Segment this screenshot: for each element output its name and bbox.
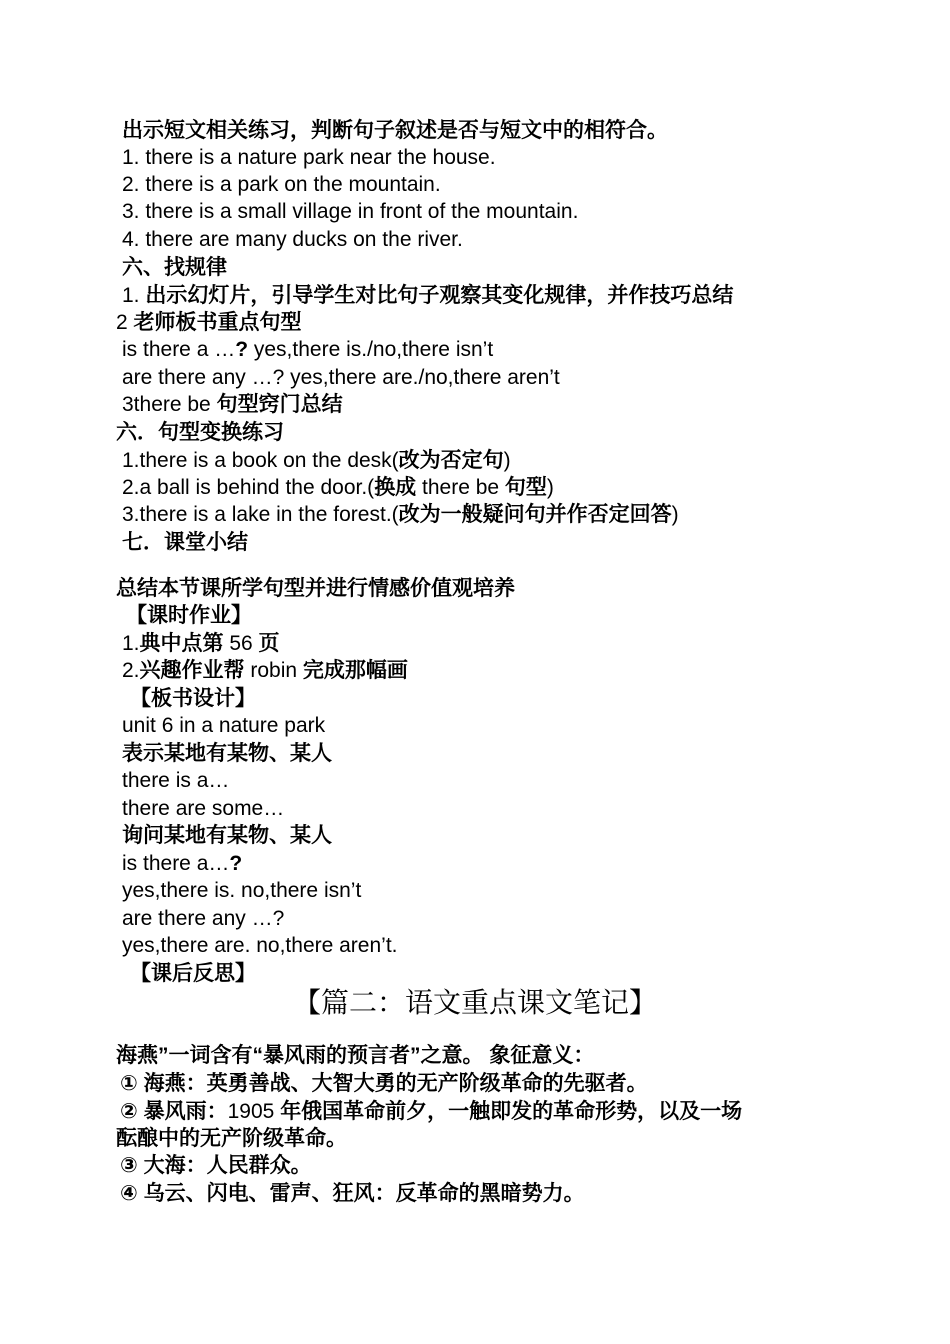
board-line: there are some… (122, 797, 285, 820)
section-heading: 六、找规律 (122, 256, 227, 279)
exercise-item: 2. there is a park on the mountain. (122, 173, 441, 196)
summary-text: 总结本节课所学句型并进行情感价值观培养 (116, 577, 515, 600)
exercise-line: 1.there is a book on the desk(改为否定句) (122, 449, 511, 472)
intro-paragraph: 海燕”一词含有“暴风雨的预言者”之意。 象征意义： (116, 1044, 595, 1067)
exercise-item: 3. there is a small village in front of the mountain. (122, 200, 579, 223)
symbol-item: ① 海燕：英勇善战、大智大勇的无产阶级革命的先驱者。 (120, 1072, 648, 1095)
board-line: is there a…? (122, 852, 243, 875)
reflection-title: 【课后反思】 (130, 962, 256, 985)
step-line: 3there be 句型窍门总结 (122, 393, 343, 416)
exercise-intro: 出示短文相关练习，判断句子叙述是否与短文中的相符合。 (122, 119, 668, 142)
section-heading: 七．课堂小结 (122, 531, 248, 554)
homework-item: 2.兴趣作业帮 robin 完成那幅画 (122, 659, 408, 682)
part-heading: 【篇二：语文重点课文笔记】 (292, 986, 657, 1019)
board-line: yes,there is. no,there isn’t (122, 879, 362, 902)
symbol-item: ④ 乌云、闪电、雷声、狂风：反革命的黑暗势力。 (120, 1182, 585, 1205)
section-heading: 六．句型变换练习 (116, 421, 284, 444)
board-heading: 表示某地有某物、某人 (122, 742, 332, 765)
board-line: yes,there are. no,there aren’t. (122, 934, 398, 957)
exercise-line: 3.there is a lake in the forest.(改为一般疑问句并作否定回答) (122, 503, 679, 526)
step-line: 1. 出示幻灯片，引导学生对比句子观察其变化规律，并作技巧总结 (122, 284, 734, 307)
symbol-item-continued: 酝酿中的无产阶级革命。 (116, 1127, 347, 1150)
pattern-line: is there a …? yes,there is./no,there isn’t (122, 338, 494, 361)
symbol-item: ③ 大海：人民群众。 (120, 1154, 312, 1177)
symbol-item: ② 暴风雨：1905 年俄国革命前夕，一触即发的革命形势，以及一场 (120, 1100, 743, 1123)
board-title: 【板书设计】 (130, 687, 256, 710)
board-line: there is a… (122, 769, 230, 792)
board-line: are there any …? (122, 907, 285, 930)
board-heading: 询问某地有某物、某人 (122, 824, 332, 847)
exercise-item: 1. there is a nature park near the house. (122, 146, 496, 169)
homework-title: 【课时作业】 (126, 604, 252, 627)
homework-item: 1.典中点第 56 页 (122, 632, 280, 655)
pattern-line: are there any …? yes,there are./no,there aren’t (122, 366, 560, 389)
exercise-line: 2.a ball is behind the door.(换成 there be 句型) (122, 476, 554, 499)
step-line: 2 老师板书重点句型 (116, 311, 302, 334)
exercise-item: 4. there are many ducks on the river. (122, 228, 463, 251)
board-line: unit 6 in a nature park (122, 714, 326, 737)
